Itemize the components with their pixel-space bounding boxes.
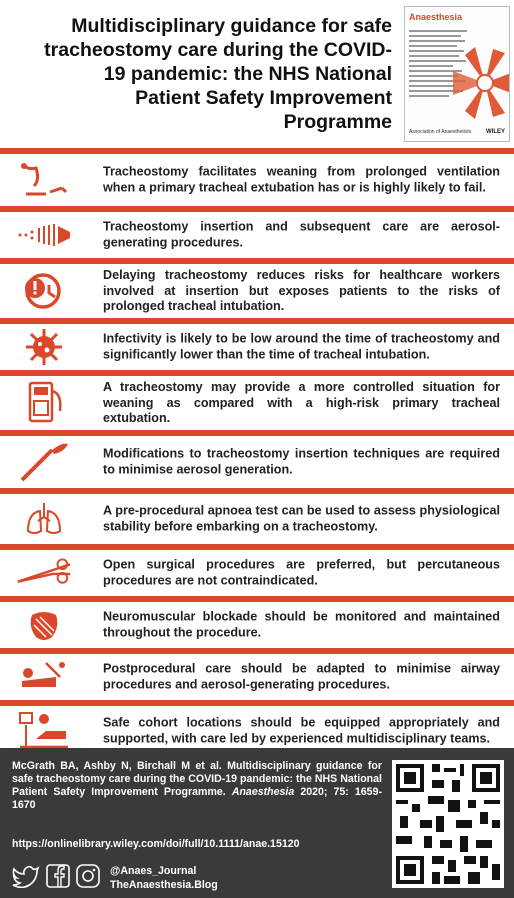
key-point-row <box>0 370 514 430</box>
article-link[interactable]: https://onlinelibrary.wiley.com/doi/full/10.1111/anae.15120 <box>12 838 300 850</box>
footer <box>0 748 514 898</box>
key-point-row <box>0 544 514 596</box>
key-point-row <box>0 430 514 488</box>
key-point-text: A tracheostomy may provide a more controlled situation for weaning as compared with a high-risk primary tracheal extubation. <box>103 379 500 425</box>
cover-logo-association: Association of Anaesthetists <box>409 129 472 135</box>
key-point-text: Tracheostomy insertion and subsequent care are aerosol-generating procedures. <box>103 219 500 249</box>
hospital-bed-icon <box>14 711 74 751</box>
key-point-row <box>0 488 514 544</box>
key-point-text: Neuromuscular blockade should be monitored and maintained throughout the procedure. <box>103 609 500 639</box>
header <box>0 0 514 148</box>
page-title: Multidisciplinary guidance for safe tracheostomy care during the COVID-19 pandemic: the NHS National Patient Safety Improvement Programme <box>44 15 392 133</box>
key-point-row <box>0 148 514 206</box>
key-point-row <box>0 258 514 318</box>
weaning-icon <box>14 160 74 200</box>
instagram-icon[interactable] <box>76 864 100 888</box>
clock-alert-icon <box>14 271 74 311</box>
key-point-text: Postprocedural care should be adapted to minimise airway procedures and aerosol-generating procedures. <box>103 661 500 691</box>
social-icons <box>12 864 100 888</box>
key-point-text: Delaying tracheostomy reduces risks for healthcare workers involved at insertion but exposes patients to the risks of prolonged tracheal intubation. <box>103 267 500 313</box>
citation-volume: 2020; 75: 1659-1670 <box>12 786 382 811</box>
ventilator-icon <box>14 383 74 423</box>
aerosol-spray-icon <box>14 215 74 255</box>
key-point-row <box>0 596 514 648</box>
key-point-row <box>0 648 514 700</box>
journal-cover-thumbnail <box>404 6 510 142</box>
blog-link[interactable]: TheAnaesthesia.Blog <box>110 879 218 891</box>
qr-code[interactable] <box>392 760 504 888</box>
lungs-icon <box>14 499 74 539</box>
key-point-text: A pre-procedural apnoea test can be used to assess physiological stability before embarking on a tracheostomy. <box>103 503 500 533</box>
key-point-text: Modifications to tracheostomy insertion techniques are required to minimise aerosol generation. <box>103 446 500 476</box>
twitter-handle[interactable]: @Anaes_Journal <box>110 865 197 877</box>
cover-logo-wiley: WILEY <box>486 129 505 135</box>
cover-sunburst-graphic <box>445 43 510 123</box>
scalpel-icon <box>14 442 74 482</box>
citation-journal: Anaesthesia <box>231 786 295 798</box>
journal-cover-name: Anaesthesia <box>409 12 463 22</box>
key-point-text: Safe cohort locations should be equipped appropriately and supported, with care led by experienced multidisciplinary teams. <box>103 715 500 745</box>
citation-text: McGrath BA, Ashby N, Birchall M et al. Multidisciplinary guidance for safe tracheostomy care during the COVID-19 pandemic: the NHS National Patient Safety Improvement Programme. <box>12 760 382 798</box>
virus-icon <box>14 327 74 367</box>
twitter-icon[interactable] <box>12 864 40 888</box>
key-points-list <box>0 148 514 756</box>
citation <box>12 760 382 812</box>
key-point-row <box>0 318 514 370</box>
key-point-row <box>0 206 514 258</box>
social-handles <box>110 864 218 892</box>
facebook-icon[interactable] <box>46 864 70 888</box>
forceps-icon <box>14 553 74 593</box>
postprocedural-care-icon <box>14 657 74 697</box>
key-point-text: Open surgical procedures are preferred, but percutaneous procedures are not contraindicated. <box>103 557 500 587</box>
key-point-text: Tracheostomy facilitates weaning from prolonged ventilation when a primary tracheal extubation has or is highly likely to fail. <box>103 164 500 194</box>
muscle-icon <box>14 605 74 645</box>
key-point-text: Infectivity is likely to be low around the time of tracheostomy and significantly lower than the time of tracheal intubation. <box>103 331 500 361</box>
